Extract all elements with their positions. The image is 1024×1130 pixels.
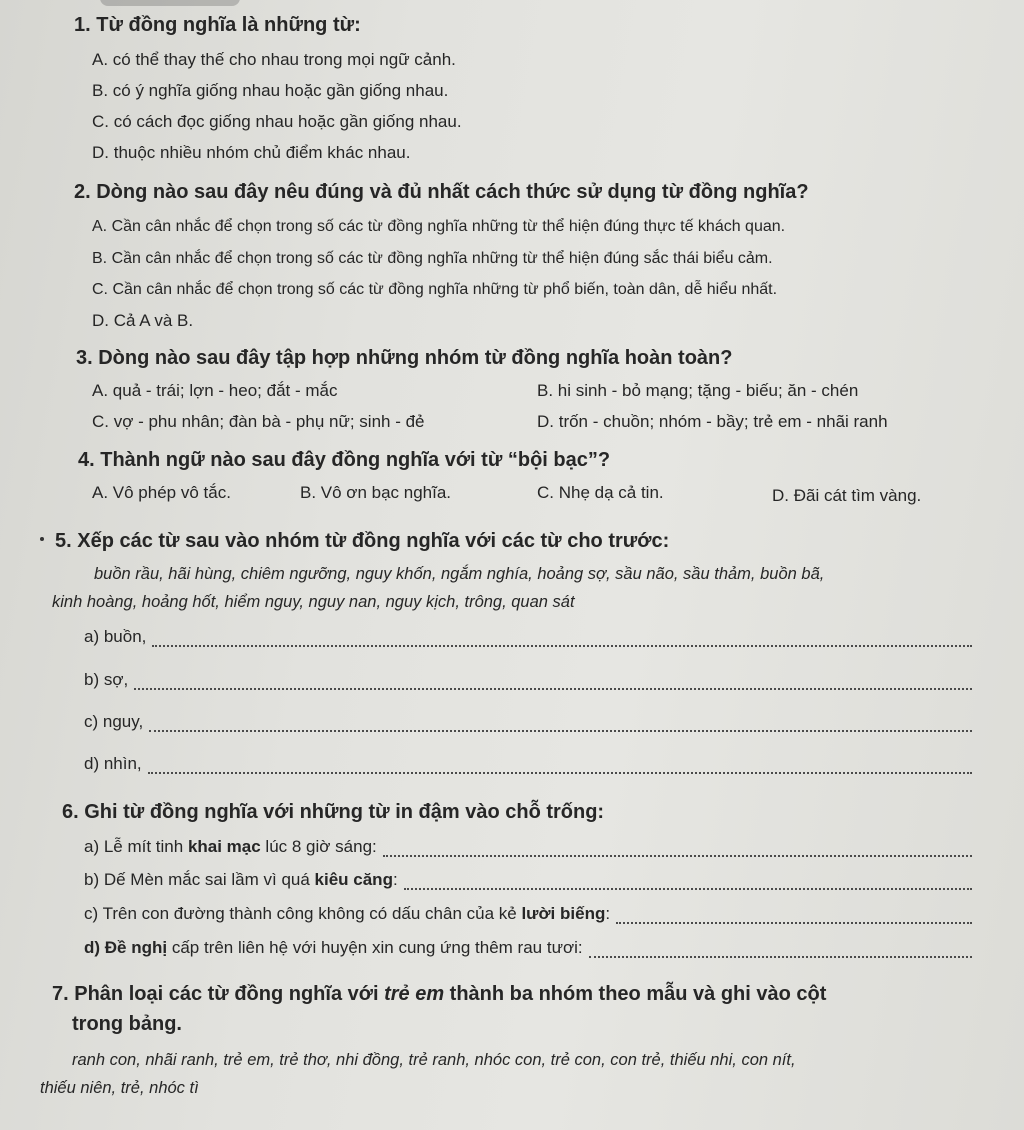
- q5-word-list-line-1: buồn rầu, hãi hùng, chiêm ngưỡng, nguy khốn, ngắm nghía, hoảng sợ, sầu não, sầu thảm, buồn bã,: [94, 565, 825, 583]
- q6-item-b: [84, 870, 972, 890]
- bullet-dot: [40, 537, 44, 541]
- q1-option-c: C. có cách đọc giống nhau hoặc gần giống nhau.: [92, 112, 462, 131]
- q6-c-suffix: :: [605, 904, 611, 923]
- q6-blank-a-line[interactable]: [383, 841, 972, 857]
- q6-d-bold-word: d) Đề nghị: [84, 938, 168, 957]
- q5-blank-d: [84, 754, 972, 774]
- q3-option-c: C. vợ - phu nhân; đàn bà - phụ nữ; sinh - đẻ: [92, 412, 425, 431]
- q3-option-b: B. hi sinh - bỏ mạng; tặng - biếu; ăn - chén: [537, 381, 859, 400]
- q1-option-b: B. có ý nghĩa giống nhau hoặc gần giống nhau.: [92, 81, 449, 100]
- q6-item-c: [84, 904, 972, 924]
- q5-blank-a: [84, 627, 972, 647]
- q6-blank-d-line[interactable]: [589, 942, 972, 958]
- q5-blank-b: [84, 670, 972, 690]
- q6-c-bold-word: lười biếng: [521, 904, 606, 923]
- q6-b-bold-word: kiêu căng: [314, 870, 393, 889]
- question-1-title: 1. Từ đồng nghĩa là những từ:: [74, 14, 361, 36]
- q2-option-a: A. Cần cân nhắc để chọn trong số các từ đồng nghĩa những từ thể hiện đúng thực tế khách quan.: [92, 218, 786, 235]
- page-top-edge: [100, 0, 240, 6]
- q1-option-a: A. có thể thay thế cho nhau trong mọi ngữ cảnh.: [92, 50, 456, 69]
- q6-a-prefix: a) Lễ mít tinh: [84, 837, 188, 856]
- q6-c-prefix: c) Trên con đường thành công không có dấu chân của kẻ: [84, 904, 522, 923]
- q4-option-a: A. Vô phép vô tắc.: [92, 483, 231, 502]
- q5-blank-c-label: c) nguy,: [84, 712, 144, 731]
- question-2-title: 2. Dòng nào sau đây nêu đúng và đủ nhất cách thức sử dụng từ đồng nghĩa?: [74, 181, 809, 203]
- q5-blank-b-label: b) sợ,: [84, 670, 129, 689]
- q5-blank-b-line[interactable]: [134, 674, 972, 690]
- question-6-title: 6. Ghi từ đồng nghĩa với những từ in đậm vào chỗ trống:: [62, 801, 605, 823]
- q1-option-d: D. thuộc nhiều nhóm chủ điểm khác nhau.: [92, 143, 411, 162]
- q6-b-prefix: b) Dế Mèn mắc sai lầm vì quá: [84, 870, 315, 889]
- q6-a-bold-word: khai mạc: [187, 837, 261, 856]
- question-3-title: 3. Dòng nào sau đây tập hợp những nhóm từ đồng nghĩa hoàn toàn?: [76, 347, 733, 369]
- question-7-title-line-2: trong bảng.: [72, 1013, 182, 1035]
- q4-option-c: C. Nhẹ dạ cả tin.: [537, 483, 664, 502]
- q6-item-a-text: [84, 837, 377, 857]
- q5-blank-c: [84, 712, 972, 732]
- q5-word-list-line-2: kinh hoàng, hoảng hốt, hiểm nguy, nguy nan, nguy kịch, trông, quan sát: [52, 593, 575, 611]
- q7-title-suffix: thành ba nhóm theo mẫu và ghi vào cột: [444, 983, 827, 1005]
- q7-title-italic-word: trẻ em: [384, 983, 445, 1005]
- q6-item-a: [84, 837, 972, 857]
- q5-blank-d-line[interactable]: [148, 758, 972, 774]
- q6-a-suffix: lúc 8 giờ sáng:: [260, 837, 377, 856]
- q5-blank-a-label: a) buồn,: [84, 627, 147, 646]
- q5-blank-a-line[interactable]: [152, 631, 972, 647]
- question-4-title: 4. Thành ngữ nào sau đây đồng nghĩa với từ “bội bạc”?: [78, 449, 611, 471]
- q4-option-d: D. Đãi cát tìm vàng.: [772, 486, 922, 505]
- q7-word-list-line-1: ranh con, nhãi ranh, trẻ em, trẻ thơ, nhi đồng, trẻ ranh, nhóc con, trẻ con, con trẻ, thiếu nhi, con nít,: [72, 1051, 796, 1069]
- q3-option-d: D. trốn - chuồn; nhóm - bầy; trẻ em - nhãi ranh: [537, 412, 888, 431]
- q6-item-b-text: [84, 870, 398, 890]
- q7-word-list-line-2: thiếu niên, trẻ, nhóc tì: [40, 1079, 199, 1097]
- q2-option-b: B. Cần cân nhắc để chọn trong số các từ đồng nghĩa những từ thể hiện đúng sắc thái biểu cảm.: [92, 250, 773, 267]
- q6-b-suffix: :: [392, 870, 398, 889]
- q6-blank-c-line[interactable]: [616, 908, 972, 924]
- question-7-title: [52, 983, 826, 1006]
- question-5-title: 5. Xếp các từ sau vào nhóm từ đồng nghĩa với các từ cho trước:: [55, 530, 670, 552]
- q6-item-d: [84, 938, 972, 958]
- q4-option-b: B. Vô ơn bạc nghĩa.: [300, 483, 452, 502]
- q6-item-d-text: [84, 938, 583, 958]
- q2-option-d: D. Cả A và B.: [92, 311, 194, 330]
- q2-option-c: C. Cần cân nhắc để chọn trong số các từ đồng nghĩa những từ phổ biến, toàn dân, dễ hiểu nhất.: [92, 281, 778, 298]
- q6-blank-b-line[interactable]: [404, 874, 972, 890]
- q6-d-suffix: cấp trên liên hệ với huyện xin cung ứng thêm rau tươi:: [167, 938, 583, 957]
- q3-option-a: A. quả - trái; lợn - heo; đắt - mắc: [92, 381, 338, 400]
- q7-title-prefix: 7. Phân loại các từ đồng nghĩa với: [52, 983, 385, 1005]
- q6-item-c-text: [84, 904, 610, 924]
- q5-blank-d-label: d) nhìn,: [84, 754, 142, 773]
- q5-blank-c-line[interactable]: [149, 716, 972, 732]
